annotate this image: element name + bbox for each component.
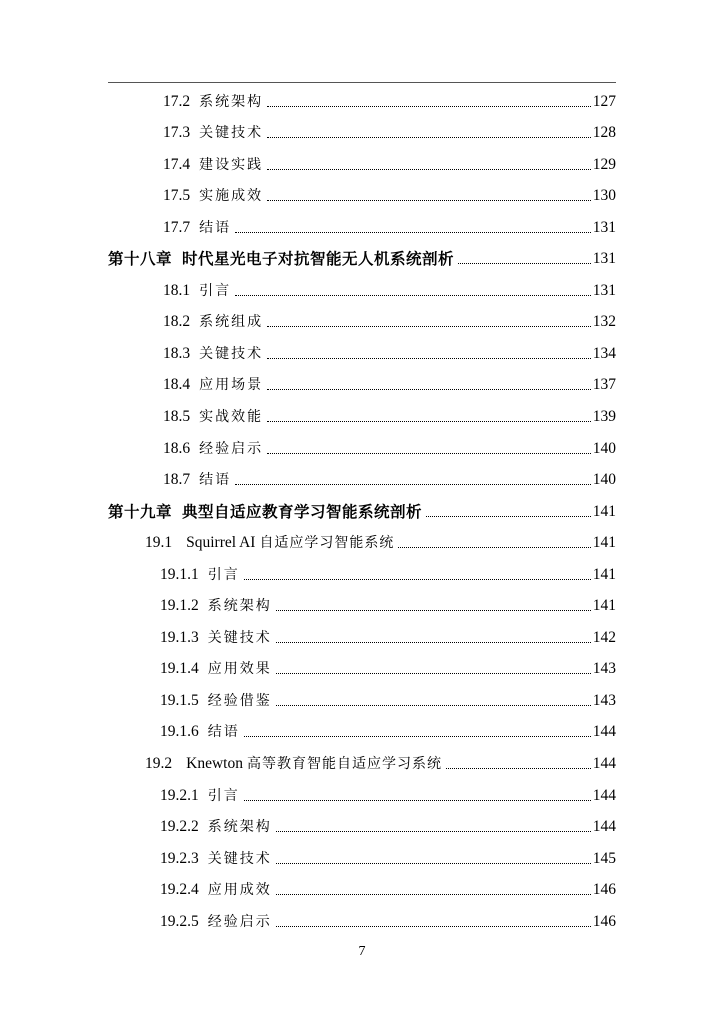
table-of-contents (108, 84, 616, 936)
page-number: 7 (358, 944, 366, 959)
toc-entry-title: 系统架构 (207, 819, 272, 836)
toc-entry-title (186, 533, 394, 553)
toc-entry-title: 结语 (199, 219, 232, 236)
toc-dot-leader (426, 516, 591, 517)
toc-entry[interactable] (108, 778, 616, 810)
toc-entry-title: 应用场景 (199, 377, 264, 394)
toc-dot-leader (235, 484, 591, 485)
toc-entry[interactable] (108, 399, 616, 431)
toc-dot-leader (276, 894, 591, 895)
toc-entry-title: 应用成效 (207, 882, 272, 899)
toc-entry-page: 144 (592, 723, 616, 741)
toc-entry-page: 137 (592, 376, 616, 394)
toc-entry-number: 19.2.5 (160, 912, 199, 930)
toc-entry-number: 第十九章 (108, 502, 173, 521)
toc-entry[interactable] (108, 904, 616, 936)
toc-entry-number: 17.7 (163, 218, 191, 236)
toc-dot-leader (244, 736, 591, 737)
toc-entry-number: 19.1.5 (160, 691, 199, 709)
toc-entry-title: 应用效果 (207, 661, 272, 678)
toc-dot-leader (276, 642, 591, 643)
toc-entry-page: 141 (592, 597, 616, 615)
toc-entry-page: 144 (592, 818, 616, 836)
header-rule (108, 82, 616, 83)
toc-entry-number: 19.1.6 (160, 723, 199, 741)
toc-entry-number: 18.7 (163, 471, 191, 489)
toc-entry-title: 引言 (199, 282, 232, 299)
toc-entry-title-latin: Squirrel AI (186, 534, 256, 552)
toc-entry-page: 143 (592, 660, 616, 678)
toc-entry-number: 17.4 (163, 155, 191, 173)
toc-entry-title: 经验借鉴 (207, 692, 272, 709)
toc-dot-leader (276, 831, 591, 832)
toc-entry-title: 关键技术 (199, 125, 264, 142)
toc-entry-title-text: 高等教育智能自适应学习系统 (246, 756, 442, 773)
toc-entry-title-text: 自适应学习智能系统 (259, 535, 395, 552)
toc-dot-leader (267, 169, 591, 170)
toc-entry[interactable] (108, 273, 616, 305)
toc-dot-leader (267, 326, 591, 327)
toc-entry-title: 经验启示 (199, 440, 264, 457)
toc-entry-title: 关键技术 (207, 850, 272, 867)
toc-dot-leader (276, 863, 591, 864)
toc-entry-number: 17.3 (163, 124, 191, 142)
toc-entry-number: 19.2.1 (160, 786, 199, 804)
toc-entry-page: 144 (592, 755, 616, 773)
toc-entry[interactable] (108, 652, 616, 684)
toc-entry-page: 130 (592, 187, 616, 205)
toc-entry-number: 19.2 (145, 755, 173, 773)
toc-entry-number: 19.2.2 (160, 818, 199, 836)
toc-entry-number: 18.1 (163, 281, 191, 299)
toc-entry-page: 127 (592, 92, 616, 110)
toc-entry-number: 18.3 (163, 344, 191, 362)
toc-entry[interactable] (108, 810, 616, 842)
toc-entry-number: 19.1.3 (160, 628, 199, 646)
toc-entry-page: 131 (592, 218, 616, 236)
toc-dot-leader (276, 926, 591, 927)
toc-entry-page: 132 (592, 313, 616, 331)
toc-entry[interactable] (108, 210, 616, 242)
toc-entry-title: 关键技术 (199, 345, 264, 362)
toc-entry-title: 典型自适应教育学习智能系统剖析 (182, 502, 423, 521)
toc-dot-leader (267, 389, 591, 390)
toc-entry-number: 17.2 (163, 92, 191, 110)
toc-dot-leader (446, 768, 591, 769)
toc-entry-number: 19.1 (145, 534, 173, 552)
toc-entry-title: 系统组成 (199, 314, 264, 331)
toc-entry-page: 146 (592, 881, 616, 899)
toc-entry[interactable] (108, 589, 616, 621)
toc-entry-title: 建设实践 (199, 156, 264, 173)
toc-entry[interactable] (108, 463, 616, 495)
toc-entry-page: 139 (592, 408, 616, 426)
toc-entry[interactable] (108, 557, 616, 589)
toc-entry[interactable] (108, 873, 616, 905)
toc-entry-page: 131 (592, 281, 616, 299)
toc-entry-title: 实施成效 (199, 188, 264, 205)
toc-entry[interactable] (108, 746, 616, 778)
toc-dot-leader (267, 453, 591, 454)
toc-dot-leader (235, 295, 591, 296)
toc-entry[interactable] (108, 431, 616, 463)
toc-entry-title: 结语 (199, 472, 232, 489)
toc-chapter-entry[interactable] (108, 242, 616, 274)
toc-entry[interactable] (108, 841, 616, 873)
toc-entry-title: 时代星光电子对抗智能无人机系统剖析 (182, 250, 455, 269)
toc-entry-number: 18.4 (163, 376, 191, 394)
toc-dot-leader (398, 547, 590, 548)
toc-dot-leader (267, 358, 591, 359)
toc-entry-number: 18.6 (163, 439, 191, 457)
toc-entry[interactable] (108, 336, 616, 368)
toc-entry[interactable] (108, 179, 616, 211)
toc-entry-page: 140 (592, 471, 616, 489)
toc-entry-page: 131 (592, 250, 616, 268)
toc-entry-page: 143 (592, 691, 616, 709)
toc-entry-title: 实战效能 (199, 409, 264, 426)
toc-entry-title: 系统架构 (199, 93, 264, 110)
toc-entry[interactable] (108, 84, 616, 116)
toc-entry-number: 19.2.4 (160, 881, 199, 899)
toc-dot-leader (244, 800, 591, 801)
toc-dot-leader (267, 106, 591, 107)
toc-entry-page: 146 (592, 912, 616, 930)
toc-dot-leader (235, 232, 591, 233)
toc-entry-page: 140 (592, 439, 616, 457)
toc-entry-number: 第十八章 (108, 250, 173, 269)
toc-entry-title (186, 754, 442, 774)
toc-entry-page: 129 (592, 155, 616, 173)
toc-entry-number: 19.1.2 (160, 597, 199, 615)
toc-dot-leader (276, 705, 591, 706)
toc-dot-leader (276, 610, 591, 611)
toc-entry[interactable] (108, 715, 616, 747)
toc-entry-title-latin: Knewton (186, 755, 243, 773)
toc-entry-page: 141 (592, 502, 616, 520)
toc-entry-number: 18.5 (163, 408, 191, 426)
toc-entry-number: 18.2 (163, 313, 191, 331)
toc-entry-title: 引言 (207, 566, 240, 583)
toc-entry[interactable] (108, 368, 616, 400)
toc-entry[interactable] (108, 683, 616, 715)
toc-entry-number: 19.1.4 (160, 660, 199, 678)
toc-entry[interactable] (108, 147, 616, 179)
toc-dot-leader (267, 200, 591, 201)
toc-entry-number: 19.2.3 (160, 849, 199, 867)
toc-entry-page: 134 (592, 344, 616, 362)
toc-entry-title: 引言 (207, 787, 240, 804)
toc-entry-page: 144 (592, 786, 616, 804)
toc-dot-leader (244, 579, 591, 580)
toc-chapter-entry[interactable] (108, 494, 616, 526)
toc-dot-leader (458, 263, 591, 264)
toc-entry[interactable] (108, 620, 616, 652)
toc-entry-page: 141 (592, 534, 616, 552)
toc-dot-leader (267, 421, 591, 422)
toc-dot-leader (267, 137, 591, 138)
toc-entry-page: 145 (592, 849, 616, 867)
toc-entry[interactable] (108, 116, 616, 148)
toc-entry-title: 关键技术 (207, 629, 272, 646)
toc-entry-number: 17.5 (163, 187, 191, 205)
toc-entry-page: 141 (592, 565, 616, 583)
toc-entry-title: 系统架构 (207, 598, 272, 615)
toc-entry-title: 经验启示 (207, 913, 272, 930)
toc-entry[interactable] (108, 526, 616, 558)
toc-entry-page: 142 (592, 628, 616, 646)
toc-dot-leader (276, 673, 591, 674)
toc-entry-page: 128 (592, 124, 616, 142)
toc-entry-number: 19.1.1 (160, 565, 199, 583)
toc-entry[interactable] (108, 305, 616, 337)
toc-entry-title: 结语 (207, 724, 240, 741)
